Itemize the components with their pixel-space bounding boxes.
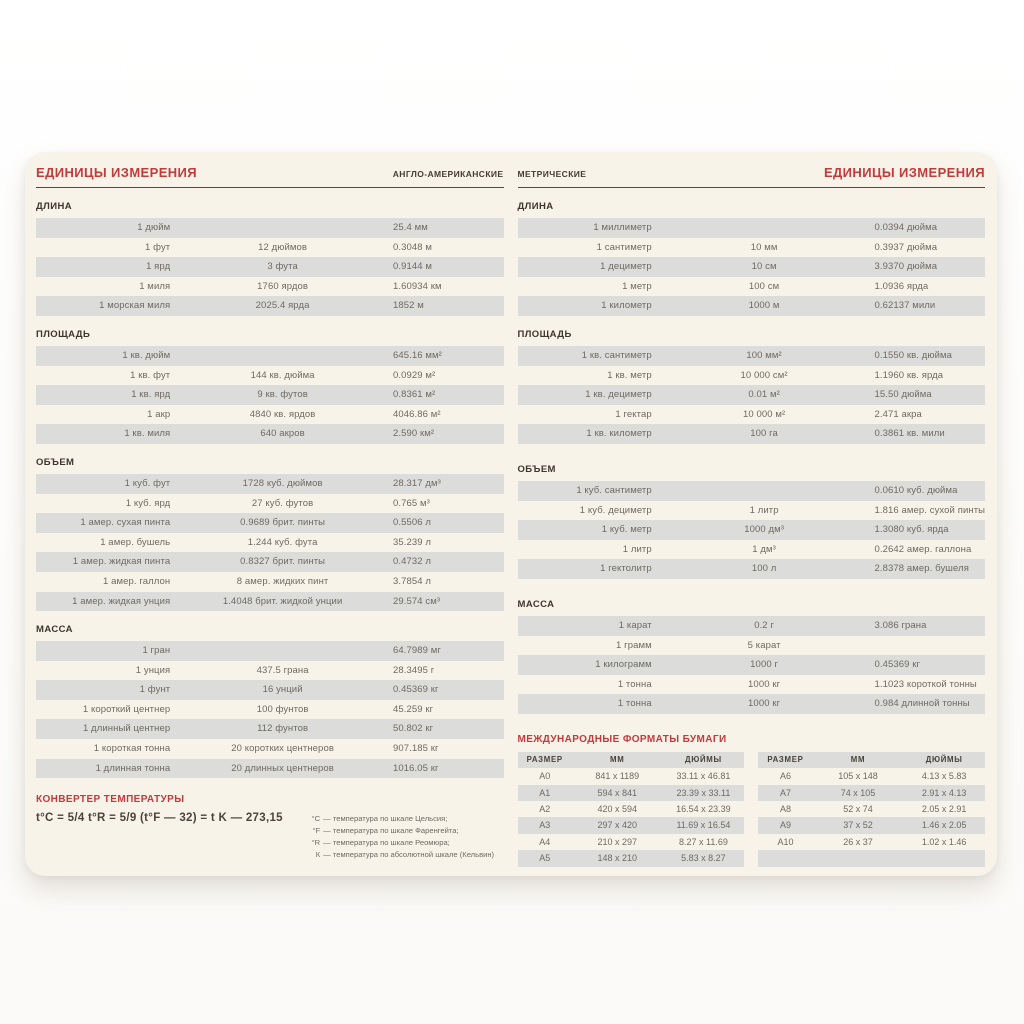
table-cell: 10 000 м²	[742, 408, 786, 420]
table-cell: 0.2 г	[754, 619, 774, 631]
table-cell: 1 дециметр	[600, 261, 652, 273]
table-row	[758, 850, 985, 866]
table-cell: 1 дм³	[752, 543, 776, 555]
note-row	[303, 837, 503, 849]
section-area	[518, 329, 986, 444]
table-cell: 0.8327 брит. пинты	[240, 556, 326, 568]
table-row	[518, 481, 986, 501]
section-title: ДЛИНА	[36, 201, 72, 212]
table-row	[518, 540, 986, 560]
table-cell: 1 кв. миля	[124, 428, 171, 440]
section-title: ДЛИНА	[517, 201, 554, 212]
table-cell: 0.45369 кг	[874, 659, 921, 671]
table-cell: 0.62137 мили	[874, 300, 936, 312]
table-cell	[658, 218, 871, 238]
measure-table	[518, 346, 986, 444]
table-cell	[903, 850, 985, 866]
temperature-notes	[303, 812, 503, 860]
table-cell: 1 фут	[145, 241, 171, 253]
paper-formats-title: МЕЖДУНАРОДНЫЕ ФОРМАТЫ БУМАГИ	[517, 733, 727, 745]
column-header: РАЗМЕР	[526, 754, 563, 764]
table-row	[518, 675, 986, 695]
table-cell: 437.5 грана	[256, 664, 309, 676]
table-cell: 2.590 км²	[392, 428, 435, 440]
table-cell: A6	[779, 771, 791, 782]
table-cell: 4.13 x 5.83	[921, 771, 967, 782]
table-cell: A5	[539, 853, 551, 864]
table-row	[758, 801, 985, 817]
table-cell: 148 x 210	[597, 853, 638, 864]
table-cell: 8.27 x 11.69	[678, 836, 728, 847]
table-cell: 1 гектар	[615, 408, 652, 420]
table-cell: 100 га	[750, 428, 778, 440]
section-mass	[36, 624, 504, 778]
table-cell: 1728 куб. дюймов	[242, 477, 323, 489]
table-cell: 841 x 1189	[595, 771, 640, 782]
table-cell: 1 короткий центнер	[82, 703, 171, 715]
table-cell: 1.816 амер. сухой пинты	[874, 504, 985, 516]
table-cell	[176, 218, 389, 238]
table-cell: 100 фунтов	[256, 703, 309, 715]
table-row	[518, 801, 745, 817]
table-cell: 105 x 148	[838, 771, 878, 782]
table-cell: 1.02 x 1.46	[921, 836, 967, 847]
table-cell: — температура по шкале Фаренгейта;	[323, 826, 459, 836]
section-title: МАССА	[517, 598, 555, 610]
table-cell: 1 литр	[749, 504, 779, 516]
table-cell: 9 кв. футов	[257, 389, 308, 401]
column-header: ДЮЙМЫ	[684, 754, 722, 764]
measure-table	[518, 218, 986, 316]
table-cell: 0.01 м²	[748, 389, 780, 401]
table-cell: 1 амер. жидкая унция	[72, 595, 171, 607]
section-volume	[518, 464, 986, 579]
table-cell: 1 дюйм	[137, 222, 171, 233]
table-cell: 52 x 74	[843, 804, 873, 815]
table-cell: 1 миллиметр	[593, 222, 652, 233]
table-row	[518, 817, 745, 833]
table-row	[518, 694, 986, 714]
table-cell: 594 x 841	[597, 787, 638, 798]
table-cell: 10 000 см²	[740, 369, 788, 381]
table-cell: 1.244 куб. фута	[247, 536, 318, 548]
table-row	[36, 257, 504, 277]
left-page	[36, 165, 504, 876]
table-cell: 1 кв. ярд	[131, 389, 171, 401]
table-cell: 1 унция	[135, 664, 171, 676]
column-header: ММ	[850, 754, 866, 764]
table-cell: 907.185 кг	[392, 743, 439, 755]
table-row	[518, 385, 986, 405]
table-cell: °R	[311, 837, 321, 847]
table-row	[518, 785, 745, 801]
table-cell: °C	[311, 814, 321, 824]
table-cell: 16 унций	[262, 684, 303, 696]
table-cell: 1 кв. сантиметр	[581, 349, 652, 361]
table-cell: 0.3048 м	[392, 241, 432, 253]
table-row	[36, 680, 504, 700]
table-row	[758, 834, 985, 850]
table-cell: 0.984 длинной тонны	[874, 698, 970, 710]
table-cell: 8 амер. жидких пинт	[236, 575, 329, 587]
table-cell: A0	[539, 771, 551, 782]
table-cell: 1 килограмм	[595, 659, 652, 671]
table-cell: 4046.86 м²	[392, 408, 441, 420]
table-cell: 1 фунт	[139, 684, 171, 696]
table-cell: A1	[539, 787, 551, 798]
section-area	[36, 329, 504, 444]
table-cell: 112 фунтов	[257, 723, 309, 735]
table-cell: 1760 ярдов	[257, 280, 309, 292]
table-row	[36, 424, 504, 444]
table-cell: A3	[539, 820, 551, 831]
table-cell: 144 кв. дюйма	[250, 369, 315, 381]
table-cell: 1 кв. фут	[130, 369, 171, 381]
table-row	[518, 559, 986, 579]
table-cell: 3.7854 л	[392, 575, 431, 587]
table-row	[518, 257, 986, 277]
table-cell: 1.3080 куб. ярда	[874, 524, 949, 536]
table-row	[518, 834, 745, 850]
table-cell: 1 амер. сухая пинта	[80, 517, 171, 529]
table-cell: 1 куб. ярд	[125, 497, 171, 509]
table-cell: 10 мм	[750, 241, 778, 253]
table-row	[518, 501, 986, 521]
table-cell: 1 тонна	[617, 698, 652, 710]
note-row	[303, 813, 503, 825]
table-cell: 3.086 грана	[874, 619, 927, 631]
section-length	[518, 201, 986, 316]
paper-header-row	[518, 752, 745, 768]
table-cell: 29.574 см³	[392, 595, 441, 607]
table-cell: К	[315, 849, 321, 859]
column-header: РАЗМЕР	[767, 754, 804, 764]
reference-card	[25, 152, 997, 876]
table-row	[36, 592, 504, 612]
table-cell: — температура по шкале Реомюра;	[323, 837, 450, 847]
table-cell: 1.46 x 2.05	[921, 820, 967, 831]
table-cell: 1 кв. метр	[607, 369, 652, 381]
table-cell: 0.2642 амер. галлона	[874, 543, 972, 555]
table-cell: 100 мм²	[746, 349, 782, 361]
table-cell: 16.54 x 23.39	[676, 804, 731, 815]
table-row	[36, 277, 504, 297]
temperature-formula: t°C = 5/4 t°R = 5/9 (t°F — 32) = t K — 273,15	[36, 812, 283, 825]
table-row	[36, 494, 504, 514]
table-row	[518, 655, 986, 675]
table-row	[518, 346, 986, 366]
table-cell: A2	[539, 804, 551, 815]
table-cell: 12 дюймов	[258, 241, 308, 253]
table-row	[518, 768, 745, 784]
table-row	[518, 520, 986, 540]
table-cell: 0.0394 дюйма	[874, 222, 938, 233]
table-row	[518, 218, 986, 238]
table-row	[36, 719, 504, 739]
table-cell: 28.3495 г	[392, 664, 435, 676]
table-row	[518, 636, 986, 656]
table-cell: A10	[777, 836, 794, 847]
table-cell: 1000 г	[750, 659, 779, 671]
measure-table	[36, 218, 504, 316]
table-cell: 2.471 акра	[874, 408, 922, 420]
measure-table	[36, 474, 504, 611]
table-cell: 1 кв. дюйм	[122, 349, 171, 361]
table-cell: A8	[779, 804, 791, 815]
table-cell: 0.3937 дюйма	[874, 241, 938, 253]
table-row	[36, 700, 504, 720]
table-row	[36, 513, 504, 533]
table-cell	[176, 346, 389, 366]
page-subtitle: МЕТРИЧЕСКИЕ	[517, 169, 587, 179]
table-cell: 1 куб. метр	[601, 524, 652, 536]
table-row	[36, 759, 504, 779]
table-cell: 20 коротких центнеров	[231, 743, 334, 755]
table-cell: 0.5506 л	[392, 517, 431, 529]
table-row	[36, 218, 504, 238]
section-title: ПЛОЩАДЬ	[36, 328, 91, 340]
paper-table-b	[758, 752, 985, 867]
table-cell: 28.317 дм³	[392, 477, 441, 489]
section-length	[36, 201, 504, 316]
table-row	[518, 296, 986, 316]
table-cell: 0.0610 куб. дюйма	[874, 484, 958, 496]
table-cell: 23.39 x 33.11	[676, 787, 731, 798]
table-row	[36, 366, 504, 386]
table-row	[518, 616, 986, 636]
measure-table	[36, 346, 504, 444]
table-cell: 645.16 мм²	[392, 349, 442, 361]
table-cell: 37 x 52	[843, 820, 873, 831]
table-cell: 1 длинная тонна	[95, 762, 171, 774]
table-cell: 100 см	[748, 280, 780, 292]
column-header: ДЮЙМЫ	[925, 754, 963, 764]
measure-table	[518, 481, 986, 579]
table-cell	[870, 636, 985, 656]
note-row	[303, 825, 503, 837]
table-cell: 0.0929 м²	[392, 369, 436, 381]
table-row	[518, 405, 986, 425]
table-cell: 1 кв. дециметр	[585, 389, 652, 401]
right-page	[518, 165, 986, 876]
table-cell: 1000 кг	[748, 698, 781, 710]
table-cell: 1 сантиметр	[596, 241, 652, 253]
table-cell: 15.50 дюйма	[874, 389, 932, 401]
table-cell	[813, 850, 904, 866]
table-cell	[658, 481, 871, 501]
table-cell: 5.83 x 8.27	[681, 853, 726, 864]
table-cell: 45.259 кг	[392, 703, 434, 715]
table-row	[36, 572, 504, 592]
table-cell: 5 карат	[747, 639, 781, 651]
table-cell: 4840 кв. ярдов	[249, 408, 316, 420]
table-cell: A4	[539, 836, 551, 847]
table-row	[758, 785, 985, 801]
table-cell: 0.765 м³	[392, 497, 430, 509]
right-page-header	[518, 165, 986, 188]
page-title: ЕДИНИЦЫ ИЗМЕРЕНИЯ	[823, 165, 985, 180]
table-row	[36, 238, 504, 258]
table-row	[518, 850, 745, 866]
table-cell: 1 литр	[622, 543, 652, 555]
note-row	[303, 849, 503, 861]
table-cell: 1 грамм	[616, 639, 652, 651]
column-header: ММ	[610, 754, 625, 764]
table-cell: 1 куб. фут	[124, 477, 171, 489]
paper-formats	[518, 734, 986, 867]
table-cell: 420 x 594	[597, 804, 638, 815]
table-cell: 1 акр	[147, 408, 171, 420]
table-cell: 1.0936 ярда	[874, 280, 929, 292]
table-row	[36, 552, 504, 572]
left-page-header	[36, 165, 504, 188]
page-subtitle: АНГЛО-АМЕРИКАНСКИЕ	[392, 169, 504, 179]
table-cell: 210 x 297	[597, 836, 638, 847]
table-cell: 1 миля	[139, 280, 171, 292]
table-cell: 2.8378 амер. бушеля	[874, 563, 969, 575]
section-title: ОБЪЕМ	[36, 456, 75, 468]
table-cell: 1000 кг	[748, 678, 781, 690]
table-cell: 35.239 л	[392, 536, 431, 548]
table-cell: 50.802 кг	[392, 723, 434, 735]
table-cell: A9	[779, 820, 791, 831]
table-cell: 74 x 105	[840, 787, 876, 798]
table-cell: 1 километр	[601, 300, 652, 312]
table-row	[518, 366, 986, 386]
table-row	[758, 817, 985, 833]
table-cell: 1.60934 км	[392, 280, 442, 292]
measure-table	[36, 641, 504, 778]
table-cell: 1 куб. сантиметр	[576, 484, 652, 496]
section-volume	[36, 457, 504, 611]
table-row	[758, 768, 985, 784]
table-cell: 1852 м	[392, 300, 424, 312]
table-cell: 1000 дм³	[744, 524, 784, 536]
table-cell: 1 гран	[142, 645, 171, 657]
table-cell: 0.45369 кг	[392, 684, 439, 696]
table-cell: 1 тонна	[617, 678, 652, 690]
table-cell: 64.7989 мг	[392, 645, 441, 657]
table-cell: 1 метр	[622, 280, 652, 292]
table-cell: — температура по абсолютной шкале (Кельвин)	[323, 849, 495, 859]
table-cell: 1016.05 кг	[392, 762, 439, 774]
table-cell: 1 гектолитр	[600, 563, 652, 575]
table-row	[36, 405, 504, 425]
table-cell: 640 акров	[260, 428, 305, 440]
table-cell: 3.9370 дюйма	[874, 261, 938, 273]
table-cell: 0.1550 кв. дюйма	[874, 349, 953, 361]
table-cell: A7	[779, 787, 791, 798]
section-mass	[518, 599, 986, 714]
table-cell: 297 x 420	[597, 820, 638, 831]
table-row	[518, 277, 986, 297]
table-row	[36, 661, 504, 681]
table-cell: 0.9144 м	[392, 261, 432, 273]
table-cell: 33.11 x 46.81	[676, 771, 731, 782]
table-cell: 1 карат	[618, 619, 652, 631]
table-cell: 26 x 37	[843, 836, 873, 847]
paper-header-row	[758, 752, 985, 768]
table-cell: 1 куб. дециметр	[579, 504, 652, 516]
table-cell: 1 кв. километр	[586, 428, 652, 440]
temperature-title: КОНВЕРТЕР ТЕМПЕРАТУРЫ	[36, 794, 185, 806]
section-title: МАССА	[36, 624, 73, 636]
temperature-converter	[36, 794, 504, 860]
paper-table-a	[518, 752, 745, 867]
table-cell: 2.91 x 4.13	[921, 787, 967, 798]
table-cell: 1 амер. жидкая пинта	[72, 556, 171, 568]
table-cell	[176, 641, 389, 661]
table-cell: 0.3861 кв. мили	[874, 428, 945, 440]
table-row	[36, 474, 504, 494]
table-cell: 2.05 x 2.91	[921, 804, 967, 815]
table-cell	[758, 850, 812, 866]
table-row	[518, 424, 986, 444]
table-cell: 1 длинный центнер	[82, 723, 171, 735]
table-cell: 1 морская миля	[99, 300, 171, 312]
table-cell: 0.8361 м²	[392, 389, 436, 401]
page-title: ЕДИНИЦЫ ИЗМЕРЕНИЯ	[36, 165, 198, 180]
table-row	[36, 533, 504, 553]
table-cell: 1 ярд	[146, 261, 171, 273]
section-title: ОБЪЕМ	[517, 463, 556, 475]
table-row	[36, 385, 504, 405]
table-cell: 1 амер. галлон	[103, 575, 171, 587]
table-cell: 100 л	[751, 563, 777, 575]
table-cell: 1000 м	[748, 300, 780, 312]
table-row	[36, 739, 504, 759]
table-row	[518, 238, 986, 258]
table-cell: 10 см	[751, 261, 777, 273]
table-cell: 1.4048 брит. жидкой унции	[222, 595, 343, 607]
table-row	[36, 346, 504, 366]
table-cell: 1.1023 короткой тонны	[874, 678, 977, 690]
table-cell: 20 длинных центнеров	[231, 762, 334, 774]
table-cell: 3 фута	[267, 261, 298, 273]
section-title: ПЛОЩАДЬ	[517, 328, 572, 340]
table-cell: °F	[312, 826, 321, 836]
table-cell: 2025.4 ярда	[255, 300, 310, 312]
table-cell: 1 короткая тонна	[93, 743, 171, 755]
table-cell: 27 куб. футов	[251, 497, 314, 509]
table-cell: 0.4732 л	[392, 556, 431, 568]
table-row	[36, 641, 504, 661]
table-cell: 11.69 x 16.54	[676, 820, 731, 831]
table-cell: 1 амер. бушель	[100, 536, 171, 548]
measure-table	[518, 616, 986, 714]
table-cell: — температура по шкале Цельсия;	[323, 814, 448, 824]
table-cell: 1.1960 кв. ярда	[874, 369, 944, 381]
table-cell: 25.4 мм	[392, 222, 428, 233]
table-cell: 0.9689 брит. пинты	[240, 517, 326, 529]
table-row	[36, 296, 504, 316]
